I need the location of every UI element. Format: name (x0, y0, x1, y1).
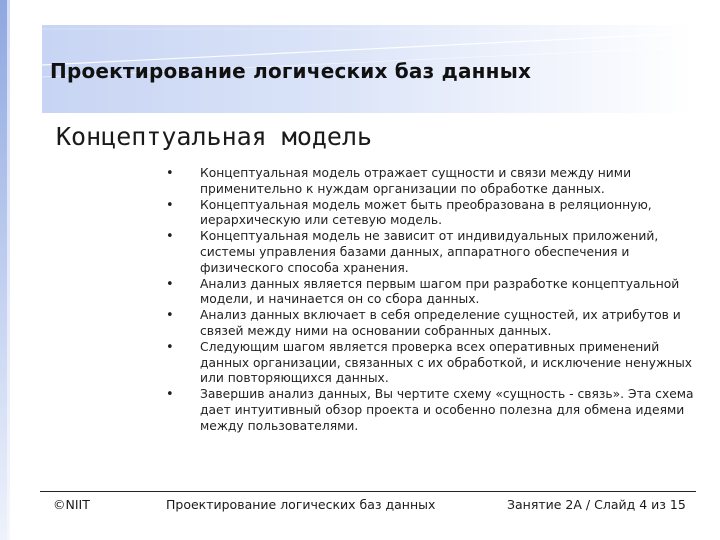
footer-divider (40, 491, 696, 492)
bullet-icon: • (166, 387, 174, 403)
left-accent-bar-inner (7, 0, 10, 540)
bullet-text: Завершив анализ данных, Вы чертите схему «сущность - связь». Эта схема дает интуитивный обзор проекта и особенно полезна для обмена идеями между пользователями. (200, 387, 694, 433)
bullet-icon: • (166, 276, 174, 292)
list-item (166, 387, 696, 434)
list-item (166, 229, 696, 276)
bullet-text: Концептуальная модель не зависит от индивидуальных приложений, системы управления базами данных, аппаратного обеспечения и физического способа хранения. (200, 229, 659, 275)
list-item (166, 277, 696, 309)
bullet-text: Следующим шагом является проверка всех оперативных применений данных организации, связанных с их обработкой, и исключение ненужных или повторяющихся данных. (200, 339, 693, 386)
header-title: Проектирование логических баз данных (50, 59, 532, 83)
footer-course-title: Проектирование логических баз данных (166, 497, 436, 512)
bullet-icon: • (166, 339, 174, 355)
bullet-text: Анализ данных является первым шагом при разработке концептуальной модели, и начинается он со сбора данных. (200, 276, 680, 307)
bullet-icon: • (166, 166, 174, 181)
bullet-text: Концептуальная модель может быть преобразована в реляционную, иерархическую или сетевую модель. (200, 197, 652, 228)
left-accent-bar (0, 0, 7, 540)
page-title: Концептуальная модель (56, 122, 373, 151)
list-item (166, 198, 696, 230)
list-item (166, 166, 696, 198)
list-item (166, 308, 696, 340)
list-item (166, 340, 696, 387)
bullet-list (166, 166, 696, 435)
bullet-text: Анализ данных включает в себя определение сущностей, их атрибутов и связей между ними на основании собранных данных. (200, 308, 681, 338)
bullet-text: Концептуальная модель отражает сущности и связи между ними применительно к нуждам организации по обработке данных. (200, 166, 632, 196)
bullet-icon: • (166, 229, 174, 245)
bullet-icon: • (166, 197, 174, 213)
footer-slide-number: Занятие 2А / Слайд 4 из 15 (507, 497, 686, 512)
bullet-icon: • (166, 308, 174, 324)
footer-copyright: ©NIIT (53, 497, 90, 512)
